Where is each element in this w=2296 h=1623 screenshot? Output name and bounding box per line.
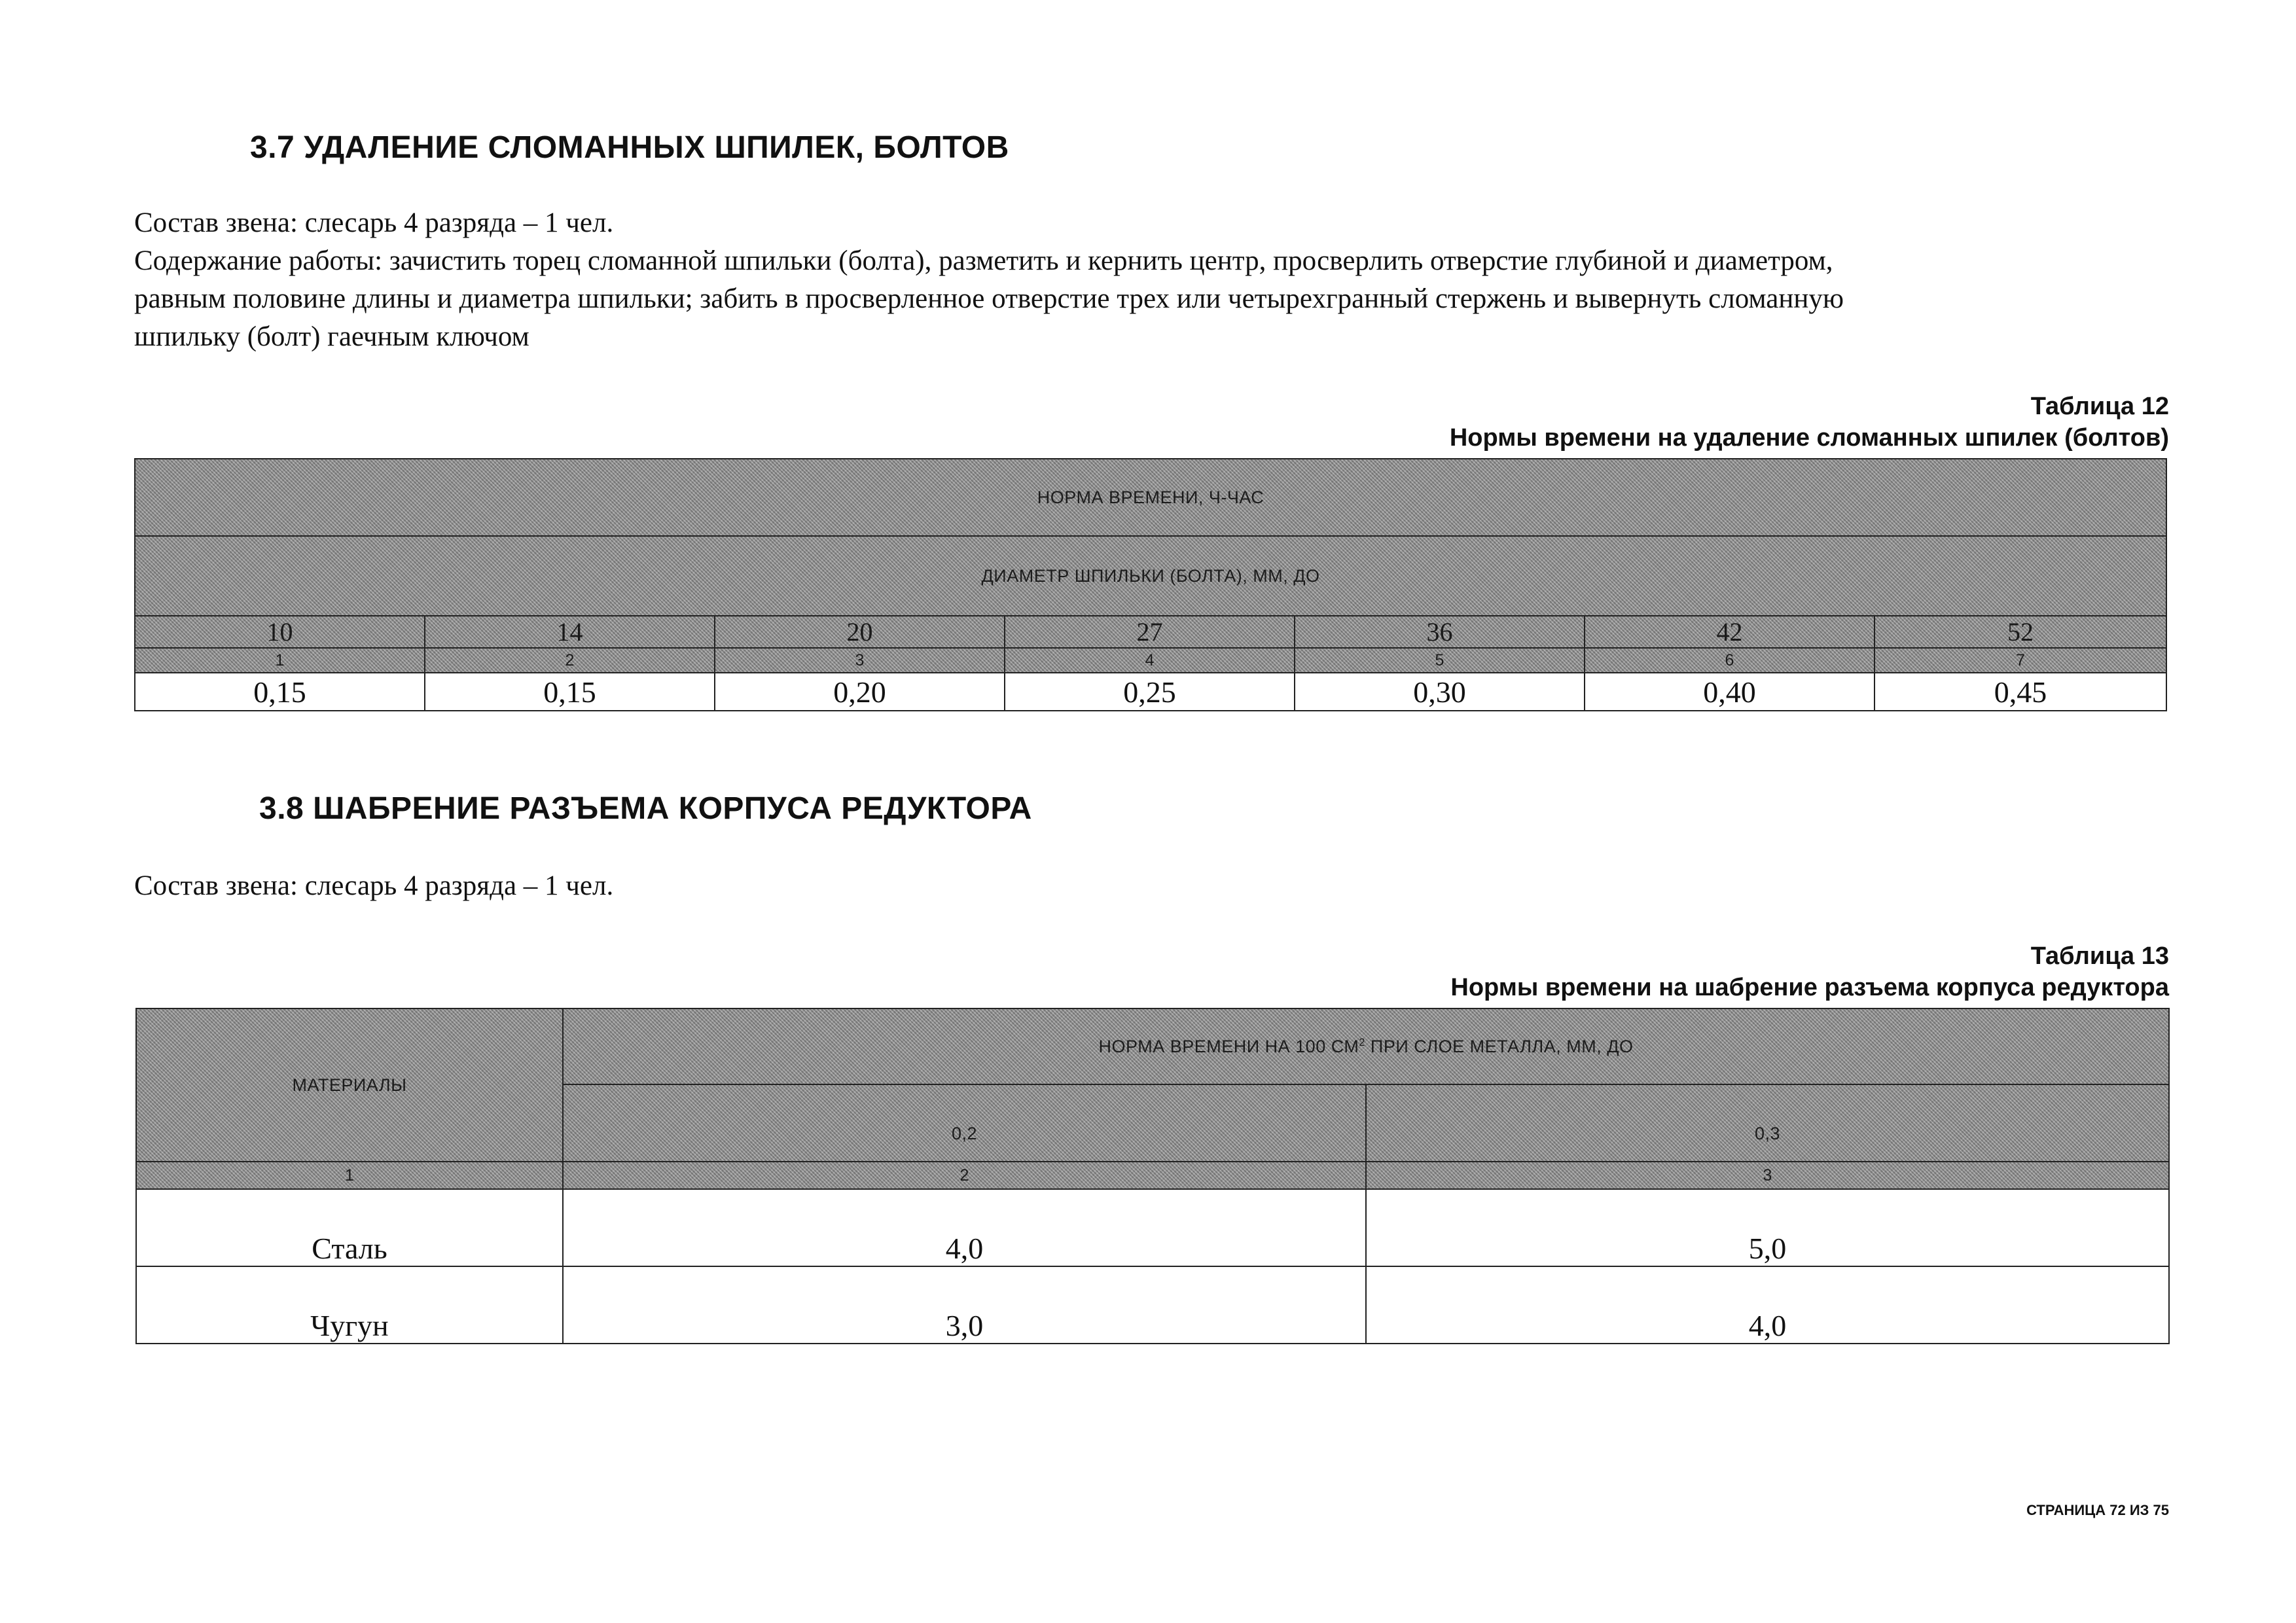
- table-13-material: Чугун: [310, 1309, 389, 1342]
- section-3-7-content-line-2: равным половине длины и диаметра шпильки; забить в просверленное отверстие трех или четырехгранный стержень и вывернуть сломанную: [134, 283, 1844, 314]
- table-12-diameter: 10: [266, 617, 293, 647]
- table-12-header-diameter: [135, 536, 2166, 616]
- table-12-index: 7: [2016, 651, 2025, 669]
- table-13-value-cell: [1366, 1189, 2169, 1266]
- section-3-8-crew: Состав звена: слесарь 4 разряда – 1 чел.: [134, 870, 614, 901]
- table-12-diameter: 27: [1136, 617, 1163, 647]
- table-12-value: 0,40: [1703, 675, 1756, 709]
- table-12-values-row: [135, 673, 2166, 711]
- table-13-row: [136, 1189, 2169, 1266]
- table-12-value: 0,15: [253, 675, 306, 709]
- table-12-value-cell: [1005, 673, 1295, 711]
- table-13-index: 1: [345, 1166, 354, 1185]
- table-13-index-row: [136, 1162, 2169, 1189]
- table-13-header-materials: [136, 1008, 563, 1162]
- table-13-value-cell: [563, 1266, 1366, 1344]
- table-12-diameter-cell: [1295, 616, 1585, 648]
- table-12-index-cell: [425, 648, 715, 673]
- table-12-value-cell: [715, 673, 1005, 711]
- table-12-diameter-cell: [1874, 616, 2166, 648]
- table-12-index: 5: [1435, 651, 1444, 669]
- table-12-diameter: 36: [1426, 617, 1453, 647]
- table-12-caption: Нормы времени на удаление сломанных шпилек (болтов): [1449, 424, 2169, 452]
- table-12-diameter-cell: [1585, 616, 1874, 648]
- table-13-layer-1: [563, 1084, 1366, 1162]
- table-13-value: 5,0: [1748, 1232, 1787, 1265]
- table-13-value-cell: [1366, 1266, 2169, 1344]
- table-13-layer-2: [1366, 1084, 2169, 1162]
- table-13-row: [136, 1266, 2169, 1344]
- table-12-header-norm: [135, 459, 2166, 536]
- table-12-index: 4: [1145, 651, 1155, 669]
- table-12-index-cell: [1005, 648, 1295, 673]
- section-3-8-title: 3.8 ШАБРЕНИЕ РАЗЪЕМА КОРПУСА РЕДУКТОРА: [259, 791, 1032, 826]
- section-3-7-title: 3.7 УДАЛЕНИЕ СЛОМАННЫХ ШПИЛЕК, БОЛТОВ: [250, 130, 1009, 165]
- table-12-diameter-cell: [425, 616, 715, 648]
- table-12-index: 6: [1725, 651, 1734, 669]
- table-12-value: 0,25: [1123, 675, 1176, 709]
- table-12-diameter: 52: [2007, 617, 2034, 647]
- table-13-material-cell: [136, 1266, 563, 1344]
- table-12-header-norm-text: НОРМА ВРЕМЕНИ, Ч-ЧАС: [1037, 487, 1265, 507]
- table-13-index: 3: [1763, 1166, 1772, 1185]
- table-12: [134, 458, 2167, 711]
- table-12-diameters-row: [135, 616, 2166, 648]
- table-13-header-materials-text: МАТЕРИАЛЫ: [292, 1075, 407, 1095]
- section-3-7-content-line-1: Содержание работы: зачистить торец сломанной шпильки (болта), разметить и кернить центр, просверлить отверстие глубиной и диаметром,: [134, 245, 1833, 276]
- table-13-caption: Нормы времени на шабрение разъема корпуса редуктора: [1450, 974, 2169, 1001]
- table-12-diameter: 20: [846, 617, 873, 647]
- table-12-value: 0,45: [1994, 675, 2047, 709]
- table-12-index-cell: [135, 648, 425, 673]
- table-12-number: Таблица 12: [2030, 393, 2169, 420]
- table-12-value: 0,20: [833, 675, 886, 709]
- table-13-index: 2: [960, 1166, 969, 1185]
- table-13-header-norm-text: НОРМА ВРЕМЕНИ НА 100 $СМ^2$ ПРИ СЛОЕ МЕТАЛЛА, ММ, ДО: [1098, 1036, 1634, 1056]
- table-12-diameter-cell: [1005, 616, 1295, 648]
- table-12-value-cell: [425, 673, 715, 711]
- table-12-value: 0,30: [1413, 675, 1466, 709]
- table-12-value-cell: [1585, 673, 1874, 711]
- table-12-index-row: [135, 648, 2166, 673]
- table-13-header-norm: [563, 1008, 2169, 1084]
- table-12-value-cell: [1295, 673, 1585, 711]
- table-12-value: 0,15: [543, 675, 596, 709]
- table-12-index-cell: [1295, 648, 1585, 673]
- table-12-index: 3: [855, 651, 865, 669]
- table-12-index-cell: [715, 648, 1005, 673]
- table-13-index-cell: [563, 1162, 1366, 1189]
- table-12-diameter: 42: [1716, 617, 1743, 647]
- table-13-value: 3,0: [945, 1309, 984, 1342]
- section-3-7-content-line-3: шпильку (болт) гаечным ключом: [134, 321, 529, 352]
- section-3-7-crew: Состав звена: слесарь 4 разряда – 1 чел.: [134, 207, 614, 238]
- table-13: [135, 1008, 2170, 1344]
- table-12-header-diameter-text: ДИАМЕТР ШПИЛЬКИ (БОЛТА), ММ, ДО: [981, 565, 1320, 586]
- table-13-layer-2-text: 0,3: [1754, 1124, 1781, 1143]
- page-footer: СТРАНИЦА 72 ИЗ 75: [2026, 1502, 2169, 1518]
- table-12-diameter-cell: [715, 616, 1005, 648]
- table-13-value: 4,0: [945, 1232, 984, 1265]
- table-13-value-cell: [563, 1189, 1366, 1266]
- table-12-index: 1: [275, 651, 285, 669]
- table-12-index: 2: [565, 651, 575, 669]
- table-13-number: Таблица 13: [2030, 942, 2169, 970]
- table-13-value: 4,0: [1748, 1309, 1787, 1342]
- table-12-diameter: 14: [556, 617, 583, 647]
- table-12-value-cell: [135, 673, 425, 711]
- table-13-index-cell: [136, 1162, 563, 1189]
- table-13-material-cell: [136, 1189, 563, 1266]
- table-13-layer-1-text: 0,2: [951, 1124, 978, 1143]
- table-12-index-cell: [1874, 648, 2166, 673]
- table-12-index-cell: [1585, 648, 1874, 673]
- table-12-value-cell: [1874, 673, 2166, 711]
- table-12-diameter-cell: [135, 616, 425, 648]
- table-13-index-cell: [1366, 1162, 2169, 1189]
- table-13-material: Сталь: [312, 1232, 387, 1265]
